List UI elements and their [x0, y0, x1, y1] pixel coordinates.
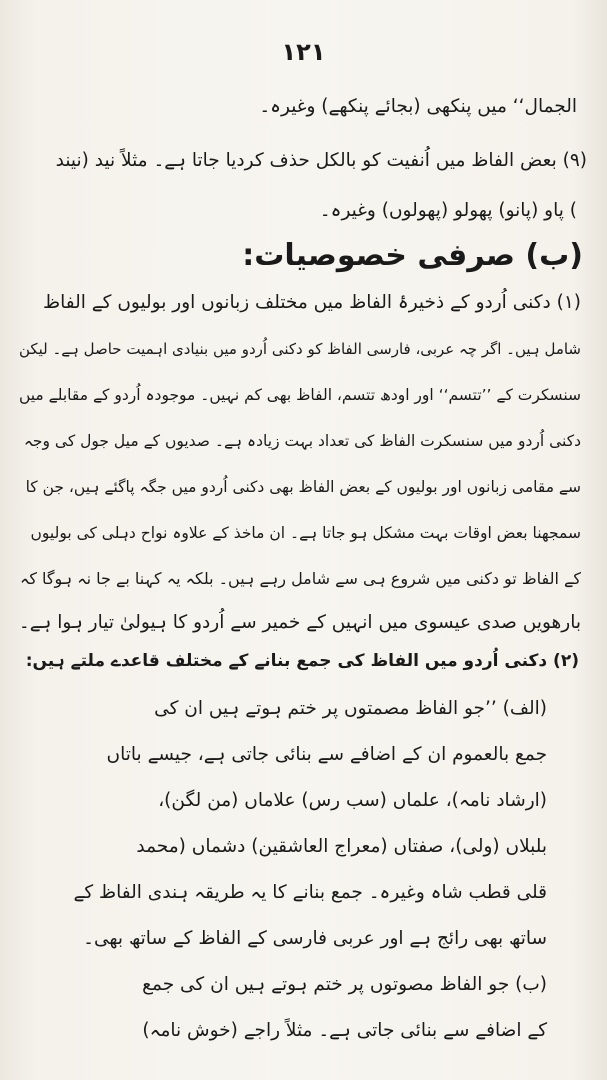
text-line-6: سنسکرت کے ’’تتسم‘‘ اور اودھ تتسم، الفاظ بھی کم نہیں۔ موجودہ اُردو کے مقابلے میں	[18, 386, 581, 404]
quote-line-7: (ب) جو الفاظ مصوتوں پر ختم ہوتے ہیں ان کی جمع	[142, 974, 547, 995]
quote-line-5: قلی قطب شاہ وغیرہ۔ جمع بنانے کا یہ طریقہ ہندی الفاظ کے	[73, 882, 547, 903]
quote-line-4: بلبلاں (ولی)، صفتاں (معراج العاشقین) دشماں (محمد	[136, 836, 547, 857]
section-heading: (ب) صرفی خصوصیات:	[242, 238, 583, 273]
quote-line-1: (الف) ’’جو الفاظ مصمتوں پر ختم ہوتے ہیں ان کی	[154, 698, 547, 719]
text-line-1: الجمال‘‘ میں پنکھی (بجائے پنکھے) وغیرہ۔	[259, 96, 577, 117]
text-line-7: دکنی اُردو میں سنسکرت الفاظ کی تعداد بہت زیادہ ہے۔ صدیوں کے میل جول کی وجہ	[23, 432, 581, 450]
text-line-5: شامل ہیں۔ اگر چہ عربی، فارسی الفاظ کو دکنی اُردو میں بنیادی اہمیت حاصل ہے۔ لیکن	[18, 340, 581, 358]
text-line-8: سے مقامی زبانوں اور بولیوں کے بعض الفاظ بھی دکنی اُردو میں جگہ پاگئے ہیں، جن کا	[25, 478, 581, 496]
quote-line-2: جمع بالعموم ان کے اضافے سے بنائی جاتی ہے، جیسے باتاں	[106, 744, 547, 765]
text-line-3: ) پاو (پانو) پھولو (پھولوں) وغیرہ۔	[319, 200, 577, 221]
quote-line-8: کے اضافے سے بنائی جاتی ہے۔ مثلاً راجے (خوش نامہ)	[142, 1020, 547, 1041]
text-line-2: (۹) بعض الفاظ میں اُنفیت کو بالکل حذف کردیا جاتا ہے۔ مثلاً نید (نیند	[55, 150, 587, 171]
quote-line-3: (ارشاد نامہ)، علماں (سب رس) علاماں (من لگن)،	[158, 790, 547, 811]
quote-line-6: ساتھ بھی رائج ہے اور عربی فارسی کے الفاظ کے ساتھ بھی۔	[83, 928, 547, 949]
text-line-11: بارھویں صدی عیسوی میں انہیں کے خمیر سے اُردو کا ہیولیٰ تیار ہوا ہے۔	[18, 612, 581, 633]
page-number: ۱۲۱	[281, 38, 326, 66]
text-line-4: (۱) دکنی اُردو کے ذخیرۂ الفاظ میں مختلف زبانوں اور بولیوں کے الفاظ	[43, 292, 581, 313]
text-line-9: سمجھنا بعض اوقات بہت مشکل ہو جاتا ہے۔ ان ماخذ کے علاوہ نواح دہلی کی بولیوں	[30, 524, 581, 542]
subheading-plurals: (۲) دکنی اُردو میں الفاظ کی جمع بنانے کے مختلف قاعدے ملتے ہیں:	[25, 651, 579, 671]
text-line-10: کے الفاظ تو دکنی میں شروع ہی سے شامل رہے ہیں۔ بلکہ یہ کہنا بے جا نہ ہوگا کہ	[19, 569, 581, 588]
